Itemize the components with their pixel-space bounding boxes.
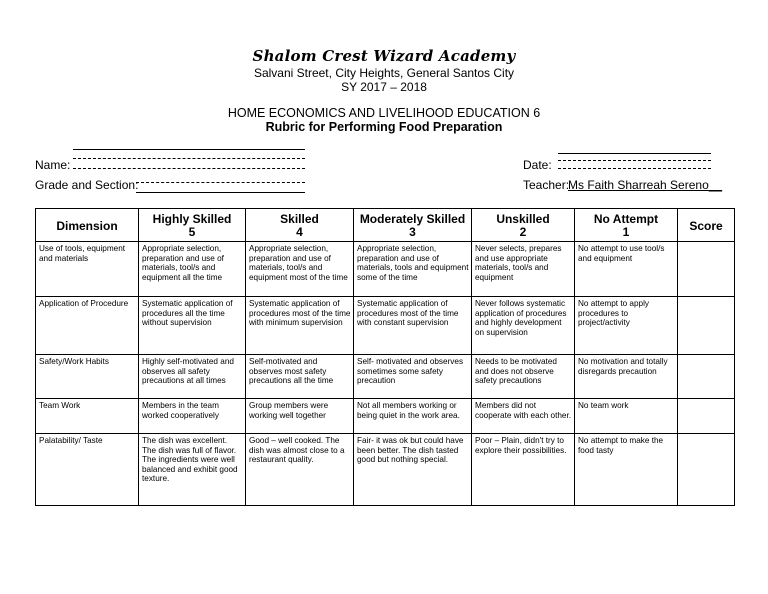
row-dimension: Palatability/ Taste (36, 434, 139, 506)
table-row (36, 434, 735, 506)
table-cell: Never selects, prepares and use appropriate materials, tool/s and equipment (472, 242, 575, 297)
level-header-skilled: Skilled 4 (246, 209, 354, 242)
subject-title: HOME ECONOMICS AND LIVELIHOOD EDUCATION 6 (227, 106, 541, 120)
date-field[interactable] (558, 160, 711, 161)
table-cell: Never follows systematic application of procedures and highly development on supervision (472, 297, 575, 355)
score-cell[interactable] (678, 355, 735, 399)
rubric-title: Rubric for Performing Food Preparation (265, 120, 503, 134)
table-cell: Self-motivated and observes most safety precautions all the time (246, 355, 354, 399)
table-cell: Members did not cooperate with each other. (472, 399, 575, 434)
dimension-header: Dimension (36, 209, 139, 242)
table-cell: Appropriate selection, preparation and use of materials, tool/s and equipment most of the time (246, 242, 354, 297)
score-cell[interactable] (678, 399, 735, 434)
name-label: Name: (35, 158, 71, 172)
table-cell: No attempt to make the food tasty (575, 434, 678, 506)
score-cell[interactable] (678, 297, 735, 355)
row-dimension: Team Work (36, 399, 139, 434)
row-dimension: Application of Procedure (36, 297, 139, 355)
teacher-label: Teacher: (523, 178, 570, 192)
school-year: SY 2017 – 2018 (341, 80, 427, 94)
table-cell: Appropriate selection, preparation and use of materials, tool/s and equipment all the time (139, 242, 246, 297)
teacher-value (568, 178, 722, 192)
teacher-trail: __ (708, 178, 723, 192)
table-cell: Fair- it was ok but could have been better. The dish tasted good but nothing special. (354, 434, 472, 506)
score-header: Score (678, 209, 735, 242)
table-cell: Poor – Plain, didn't try to explore their possibilities. (472, 434, 575, 506)
score-cell[interactable] (678, 434, 735, 506)
table-row (36, 355, 735, 399)
grade-section-label: Grade and Section: (35, 178, 139, 192)
table-cell: The dish was excellent. The dish was full of flavor. The ingredients were well balanced and exhibit good texture. (139, 434, 246, 506)
date-line-top (558, 153, 711, 154)
level-header-highly-skilled: Highly Skilled 5 (139, 209, 246, 242)
table-row (36, 399, 735, 434)
table-cell: Good – well cooked. The dish was almost close to a restaurant quality. (246, 434, 354, 506)
date-label: Date: (523, 158, 552, 172)
table-cell: Not all members working or being quiet in the work area. (354, 399, 472, 434)
table-cell: Needs to be motivated and does not observe safety precautions (472, 355, 575, 399)
table-cell: Systematic application of procedures all the time without supervision (139, 297, 246, 355)
table-cell: Highly self-motivated and observes all safety precautions at all times (139, 355, 246, 399)
table-header-row (36, 209, 735, 242)
name-field-underline (73, 168, 305, 169)
level-header-no-attempt: No Attempt 1 (575, 209, 678, 242)
name-line-top (73, 149, 305, 150)
table-row (36, 297, 735, 355)
level-header-unskilled: Unskilled 2 (472, 209, 575, 242)
school-name: Shalom Crest Wizard Academy (252, 47, 516, 65)
table-cell: Systematic application of procedures most of the time with minimum supervision (246, 297, 354, 355)
grade-section-field[interactable] (136, 182, 305, 183)
row-dimension: Safety/Work Habits (36, 355, 139, 399)
table-row (36, 242, 735, 297)
row-dimension: Use of tools, equipment and materials (36, 242, 139, 297)
table-cell: Self- motivated and observes sometimes some safety precaution (354, 355, 472, 399)
table-cell: No attempt to apply procedures to project/activity (575, 297, 678, 355)
table-cell: No team work (575, 399, 678, 434)
table-cell: Appropriate selection, preparation and use of materials, tools and equipment some of the time (354, 242, 472, 297)
table-cell: No attempt to use tool/s and equipment (575, 242, 678, 297)
teacher-name: Ms Faith Sharreah Sereno (568, 178, 709, 192)
table-cell: Members in the team worked cooperatively (139, 399, 246, 434)
score-cell[interactable] (678, 242, 735, 297)
level-header-moderately-skilled: Moderately Skilled 3 (354, 209, 472, 242)
grade-section-line (136, 192, 305, 193)
name-field[interactable] (73, 158, 305, 159)
table-cell: No motivation and totally disregards precaution (575, 355, 678, 399)
school-address: Salvani Street, City Heights, General Santos City (253, 66, 515, 80)
table-cell: Group members were working well together (246, 399, 354, 434)
date-field-underline (558, 168, 711, 169)
rubric-table (35, 208, 735, 506)
table-cell: Systematic application of procedures most of the time with constant supervision (354, 297, 472, 355)
